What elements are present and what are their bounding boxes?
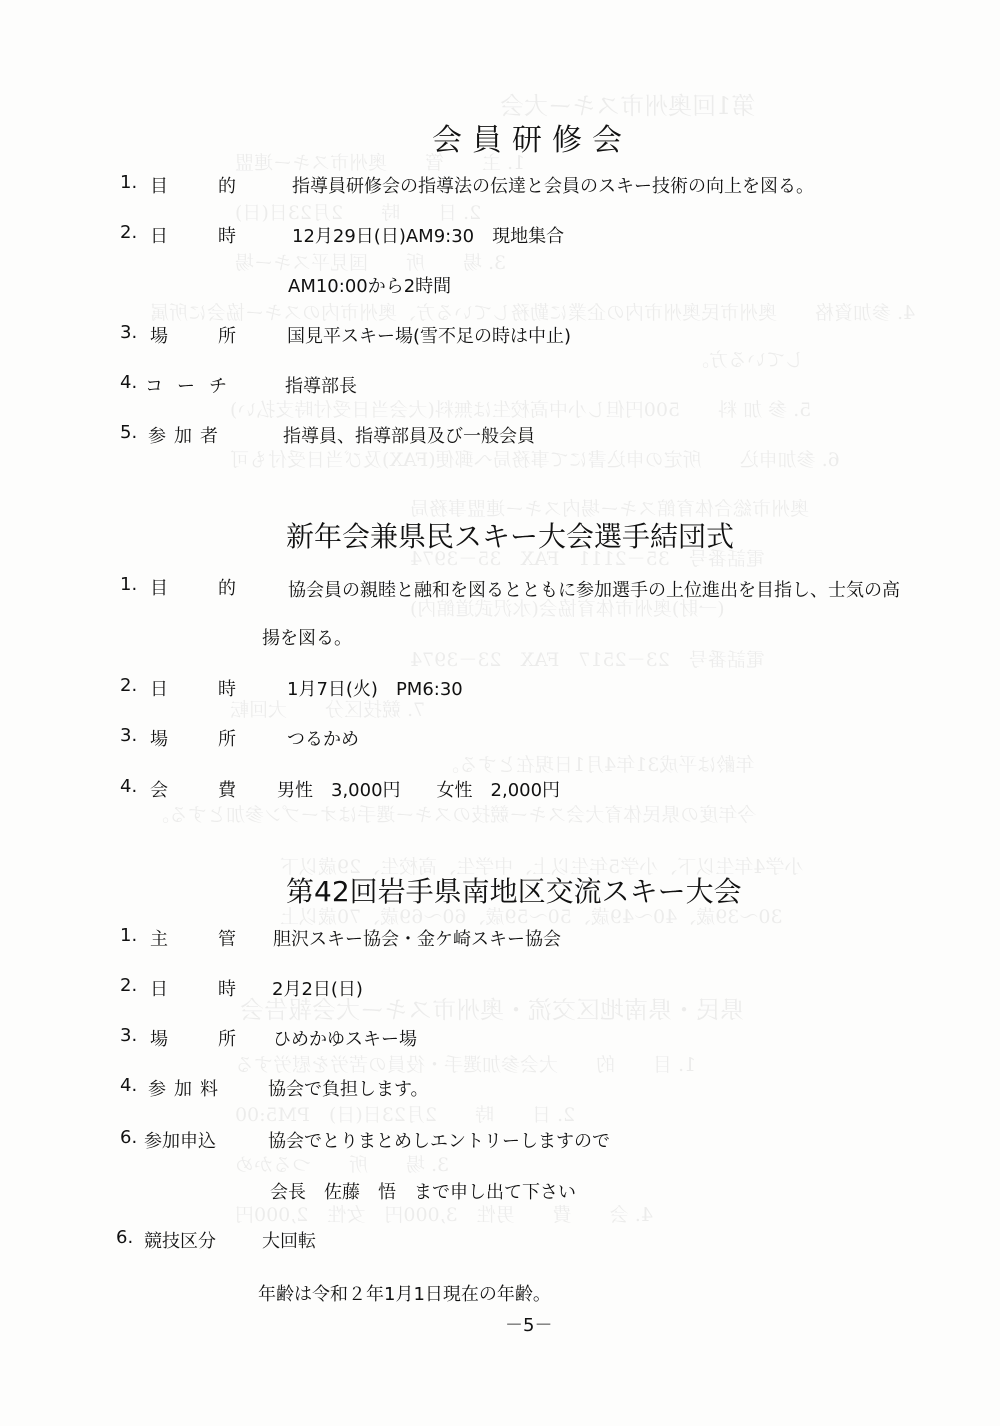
item-value-continued: AM10:00から2時間	[288, 276, 452, 297]
item-label-text: 参加料	[148, 1079, 226, 1100]
bleed-through-line: 2. 日 時 2月23日(日)	[235, 202, 482, 224]
item-value: 指導員研修会の指導法の伝達と会員のスキー技術の向上を図る。	[292, 176, 814, 197]
item-value: 指導員、指導部員及び一般会員	[283, 426, 535, 447]
item-number: 5.	[120, 422, 138, 443]
bleed-through-line: 小学4年生以下、小学5年生以上、中学生、高校生、29歳以下	[280, 856, 804, 878]
bleed-through-line: 電話番号 23－2517 FAX 23－3974	[410, 649, 765, 671]
item-label-text: 参加申込	[144, 1131, 216, 1152]
item-label-text: 目的	[150, 578, 286, 599]
item-value: 協会でとりまとめしエントリーしますので	[268, 1131, 610, 1152]
bleed-through-line: している方。	[690, 349, 805, 371]
item-value: つるかめ	[287, 729, 359, 750]
bleed-through-line: 6. 参加申込 所定の申込書にて事務局へ郵便(FAX)及び当日受付も可	[230, 449, 840, 471]
bleed-through-line: 電話番号 35－2111 FAX 35－3974	[410, 548, 765, 570]
bleed-through-line: 5. 参 加 料 500円但し小中高校生は無料(大会当日受付時支払い)	[230, 399, 812, 421]
item-value: 国見平スキー場(雪不足の時は中止)	[287, 326, 572, 347]
item-number: 3.	[120, 1025, 138, 1046]
bleed-through-line: 3. 場 所 国見平スキー場	[235, 252, 507, 274]
section-title: 新年会兼県民スキー大会選手結団式	[286, 520, 735, 553]
bleed-through-line: (一財)奥州市体育協会(水沢武道館内)	[410, 598, 725, 620]
item-number: 6.	[116, 1227, 134, 1248]
section-title: 第42回岩手県南地区交流スキー大会	[286, 875, 742, 908]
item-number: 2.	[120, 222, 138, 243]
item-label-text: 参加者	[148, 426, 226, 447]
item-label-text: 会費	[150, 780, 286, 801]
item-number: 3.	[120, 322, 138, 343]
bleed-through-line: 第1回奥州市スキー大会	[500, 92, 756, 120]
item-value-continued: 会長 佐藤 悟 まで申し出て下さい	[270, 1182, 576, 1203]
item-label-text: 場所	[150, 326, 286, 347]
item-number: 6.	[120, 1127, 138, 1148]
item-number: 1.	[120, 172, 138, 193]
item-value: 2月2日(日)	[272, 979, 363, 1000]
item-value: 胆沢スキー協会・金ケ崎スキー協会	[273, 929, 561, 950]
bleed-through-line: 7. 競技区分 大回転	[230, 699, 426, 721]
item-number: 1.	[120, 925, 138, 946]
bleed-through-line: 1. 主 管 奥州市スキー連盟	[235, 152, 526, 174]
item-label-text: 競技区分	[144, 1231, 216, 1252]
item-value: 協会で負担します。	[268, 1079, 429, 1100]
bleed-through-line: 奥州市総合体育館スキー場内スキー連盟事務局	[410, 498, 810, 520]
item-value: 協会員の親睦と融和を図るとともに参加選手の上位進出を目指し、士気の高	[288, 580, 900, 601]
item-label-text: 主管	[150, 929, 286, 950]
item-value: 1月7日(火) PM6:30	[287, 679, 463, 700]
item-number: 2.	[120, 975, 138, 996]
item-label-text: コーチ	[145, 376, 241, 397]
bleed-through-line: 2. 日 時 2月23日(日) PM5:00	[235, 1104, 576, 1126]
item-number: 4.	[120, 372, 138, 393]
bleed-through-line: 3. 場 所 つるかめ	[235, 1154, 450, 1176]
item-label-text: 日時	[150, 979, 286, 1000]
item-value-continued: 年齢は令和２年1月1日現在の年齢。	[258, 1284, 551, 1305]
item-value: ひめかゆスキー場	[273, 1029, 417, 1050]
item-value: 男性 3,000円 女性 2,000円	[277, 780, 561, 801]
item-label-text: 目的	[150, 176, 286, 197]
item-label-text: 日時	[150, 679, 286, 700]
item-number: 4.	[120, 776, 138, 797]
bleed-through-line: 4. 会 費 男性 3,000円 女性 2,000円	[235, 1204, 653, 1226]
item-number: 1.	[120, 574, 138, 595]
section-title: 会員研修会	[432, 123, 632, 158]
bleed-through-line: 今年度の県民体育大会スキー競技のスキー選手はオープン参加とする。	[150, 804, 757, 826]
item-label-text: 日時	[150, 226, 286, 247]
item-number: 4.	[120, 1075, 138, 1096]
bleed-through-line: 30～39歳、40～49歳、50～59歳、60～69歳、70歳以上	[280, 906, 783, 928]
item-label-text: 場所	[150, 1029, 286, 1050]
item-value-continued: 揚を図る。	[262, 628, 352, 649]
item-number: 3.	[120, 725, 138, 746]
item-number: 2.	[120, 675, 138, 696]
bleed-through-line: 県民・県南地区交流・奥州市スキー大会報告会	[240, 996, 744, 1024]
bleed-through-line: 4. 参加資格 奥州市民奥州市内の企業に勤務している方、奥州市内のスキー協会に所属	[150, 302, 916, 324]
item-value: 12月29日(日)AM9:30 現地集合	[292, 226, 565, 247]
bleed-through-line: 1. 目 的 大会参加選手・役員の苦労を慰労する	[235, 1054, 697, 1076]
item-value: 大回転	[262, 1231, 316, 1252]
bleed-through-line: 年齢は平成31年4月1日現在とする。	[440, 754, 755, 776]
page-number: －5－	[505, 1315, 553, 1336]
item-value: 指導部長	[285, 376, 357, 397]
item-label-text: 場所	[150, 729, 286, 750]
